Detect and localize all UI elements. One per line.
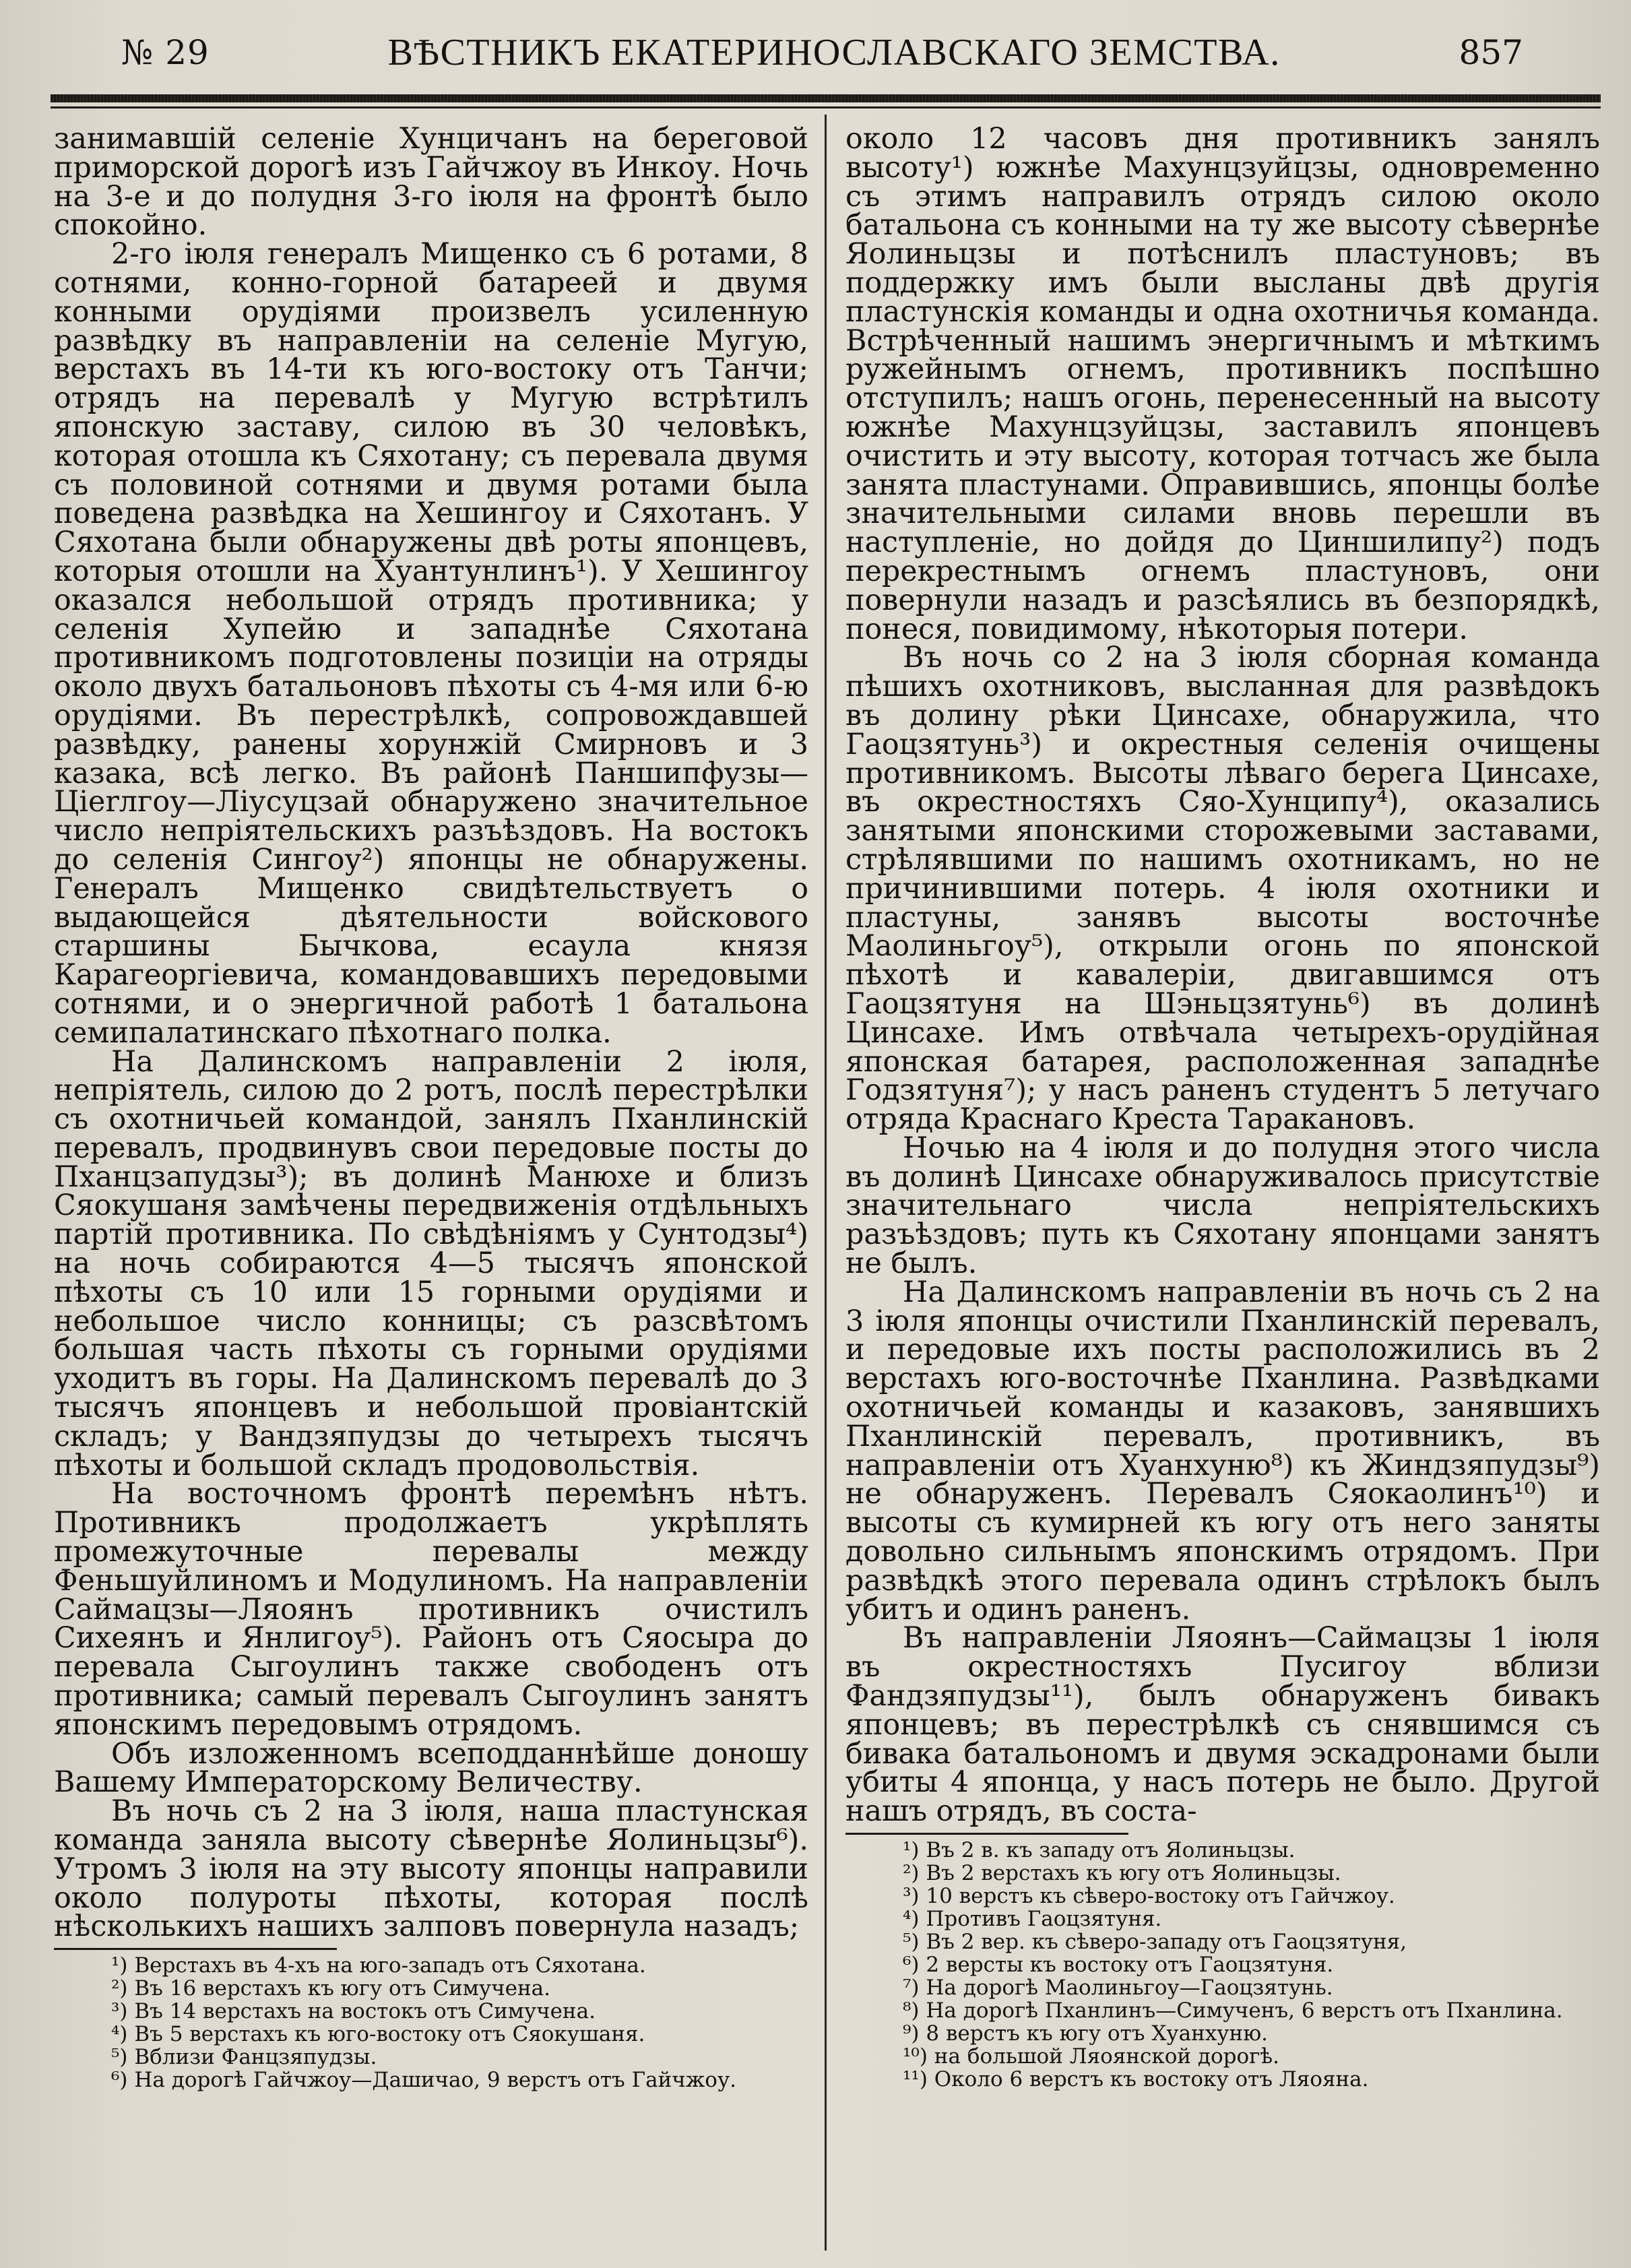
footnote: ¹) Верстахъ въ 4-хъ на юго-западъ отъ Сяхотана. <box>111 1953 646 1978</box>
header-rule-thin <box>51 106 1601 108</box>
footnote: ³) 10 верстъ къ сѣверо-востоку отъ Гайчжоу. <box>903 1884 1395 1909</box>
footnote-separator <box>845 1833 1128 1835</box>
footnote: ¹⁰) на большой Ляоянской дорогѣ. <box>903 2044 1279 2069</box>
paragraph: На Далинскомъ направленіи въ ночь съ 2 на 3 іюля японцы очистили Пханлинскій перевалъ, и передовые ихъ посты расположились въ 2 верстахъ юго-восточнѣе Пханлина. Развѣдками охотничьей команды и казаковъ, занявшихъ Пханлинскій перевалъ, противникъ, въ направленіи отъ Хуанхуню⁸) къ Жиндзяпудзы⁹) не обнаруженъ. Перевалъ Сяокаолинъ¹⁰) и высоты съ кумирней къ югу отъ него заняты довольно сильнымъ японскимъ отрядомъ. При развѣдкѣ этого перевала одинъ стрѣлокъ былъ убитъ и одинъ раненъ. <box>845 1275 1600 1627</box>
paragraph: около 12 часовъ дня противникъ занялъ высоту¹) южнѣе Махунцзуйцзы, одновременно съ этимъ направилъ отрядъ силою около батальона съ конными на ту же высоту сѣвернѣе Яолиньцзы и потѣснилъ пластуновъ; въ поддержку имъ были высланы двѣ другія пластунскія команды и одна охотничья команда. Встрѣченный нашимъ энергичнымъ и мѣткимъ ружейнымъ огнемъ, противникъ поспѣшно отступилъ; нашъ огонь, перенесенный на высоту южнѣе Махунцзуйцзы, заставилъ японцевъ очистить и эту высоту, которая тотчасъ же была занята пластунами. Оправившись, японцы болѣе значительными силами вновь перешли въ наступленіе, но дойдя до Циншилипу²) подъ перекрестнымъ огнемъ пластуновъ, они повернули назадъ и разсѣялись въ безпорядкѣ, понеся, повидимому, нѣкоторыя потери. <box>845 122 1600 646</box>
footnotes <box>54 1954 808 2091</box>
footnote: ⁴) Въ 5 верстахъ къ юго-востоку отъ Сяокушаня. <box>111 2022 645 2047</box>
footnote: ⁶) На дорогѣ Гайчжоу—Дашичао, 9 верстъ отъ Гайчжоу. <box>111 2068 737 2093</box>
footnotes <box>845 1839 1600 2091</box>
publication-title: ВѢСТНИКЪ ЕКАТЕРИНОСЛАВСКАГО ЗЕМСТВА. <box>387 32 1281 73</box>
footnote: ⁹) 8 верстъ къ югу отъ Хуанхуню. <box>903 2021 1269 2046</box>
footnote: ²) Въ 2 верстахъ къ югу отъ Яолиньцзы. <box>903 1861 1341 1886</box>
footnote: ⁶) 2 версты къ востоку отъ Гаоцзятуня. <box>903 1953 1334 1978</box>
issue-number: № 29 <box>121 33 210 72</box>
paragraph: 2-го іюля генералъ Мищенко съ 6 ротами, 8 сотнями, конно-горной батареей и двумя конными орудіями произвелъ усиленную развѣдку въ направленіи на селеніе Мугую, верстахъ въ 14-ти къ юго-востоку отъ Танчи; отрядъ на перевалѣ у Мугую встрѣтилъ японскую заставу, силою въ 30 человѣкъ, которая отошла къ Сяхотану; съ перевала двумя съ половиной сотнями и двумя ротами была поведена развѣдка на Хешингоу и Сяхотанъ. У Сяхотана были обнаружены двѣ роты японцевъ, которыя отошли на Хуантунлинъ¹). У Хешингоу оказался небольшой отрядъ противника; у селенія Хупейю и западнѣе Сяхотана противникомъ подготовлены позиціи на отряды около двухъ батальоновъ пѣхоты съ 4-мя или 6-ю орудіями. Въ перестрѣлкѣ, сопровождавшей развѣдку, ранены хорунжій Смирновъ и 3 казака, всѣ легко. Въ районѣ Паншипфузы—Цierлгоу—Ліусуцзай обнаружено значительное число непріятельскихъ разъѣздовъ. На востокъ до селенія Сингоу²) японцы не обнаружены. Генералъ Мищенко свидѣтельствуетъ о выдающейся дѣятельности войскового старшины Бычкова, есаула князя Карагеоргіевича, командовавшихъ передовыми сотнями, и о энергичной работѣ 1 батальона семипалатинскаго пѣхотнаго полка. <box>54 237 808 1050</box>
footnote: ³) Въ 14 верстахъ на востокъ отъ Симучена. <box>111 1999 596 2024</box>
paragraph: Въ направленіи Ляоянъ—Саймацзы 1 іюля въ окрестностяхъ Пусигоу вблизи Фандзяпудзы¹¹), былъ обнаруженъ бивакъ японцевъ; въ перестрѣлкѣ съ снявшимся съ бивака батальономъ и двумя эскадронами были убиты 4 японца, у насъ потерь не было. Другой нашъ отрядъ, въ соста- <box>845 1621 1600 1829</box>
footnote-separator <box>54 1948 337 1950</box>
footnote: ⁵) Въ 2 вер. къ сѣверо-западу отъ Гаоцзятуня, <box>903 1930 1407 1955</box>
footnote: ⁴) Противъ Гаоцзятуня. <box>903 1907 1162 1932</box>
footnote: ¹¹) Около 6 верстъ къ востоку отъ Ляояна. <box>903 2067 1369 2092</box>
paragraph: На Далинскомъ направленіи 2 іюля, непріятель, силою до 2 ротъ, послѣ перестрѣлки съ охотничьей командой, занялъ Пханлинскій перевалъ, продвинувъ свои передовые посты до Пханцзапудзы³); въ долинѣ Манюхе и близъ Сяокушаня замѣчены передвиженія отдѣльныхъ партій противника. По свѣдѣніямъ у Сунтодзы⁴) на ночь собираются 4—5 тысячъ японской пѣхоты съ 10 или 15 горными орудіями и небольшое число конницы; съ разсвѣтомъ большая часть пѣхоты съ горными орудіями уходитъ въ горы. На Далинскомъ перевалѣ до 3 тысячъ японцевъ и небольшой провіантскій складъ; у Вандзяпудзы до четырехъ тысячъ пѣхоты и большой складъ продовольствія. <box>54 1044 808 1482</box>
paragraph: Въ ночь съ 2 на 3 іюля, наша пластунская команда заняла высоту сѣвернѣе Яолиньцзы⁶). Утромъ 3 іюля на эту высоту японцы направили около полуроты пѣхоты, которая послѣ нѣсколькихъ нашихъ залповъ повернула назадъ; <box>54 1794 808 1944</box>
footnote: ⁵) Вблизи Фанцзяпудзы. <box>111 2045 377 2070</box>
paragraph: Объ изложенномъ всеподданнѣйше доношу Вашему Императорскому Величеству. <box>54 1736 808 1800</box>
paragraph: Ночью на 4 іюля и до полудня этого числа въ долинѣ Цинсахе обнаруживалось присутствіе значительнаго числа непріятельскихъ разъѣздовъ; путь къ Сяхотану японцами занятъ не былъ. <box>845 1131 1600 1281</box>
header-rule <box>51 94 1601 102</box>
paragraph: На восточномъ фронтѣ перемѣнъ нѣтъ. Противникъ продолжаетъ укрѣплять промежуточные перевалы между Феньшуйлиномъ и Модулиномъ. На направленіи Саймацзы—Ляоянъ противникъ очистилъ Сихеянъ и Янлигоу⁵). Районъ отъ Сяосыра до перевала Сыгоулинъ также свободенъ отъ противника; самый перевалъ Сыгоулинъ занятъ японскимъ передовымъ отрядомъ. <box>54 1477 808 1742</box>
page-number: 857 <box>1459 33 1523 72</box>
paragraph: занимавшій селеніе Хунцичанъ на береговой приморской дорогѣ изъ Гайчжоу въ Инкоу. Ночь на 3-е и до полудня 3-го іюля на фронтѣ было спокойно. <box>54 122 808 243</box>
footnote: ²) Въ 16 верстахъ къ югу отъ Симучена. <box>111 1976 550 2001</box>
paragraph: Въ ночь со 2 на 3 іюля сборная команда пѣшихъ охотниковъ, высланная для развѣдокъ въ долину рѣки Цинсахе, обнаружила, что Гаоцзятунь³) и окрестныя селенія очищены противникомъ. Высоты лѣваго берега Цинсахе, въ окрестностяхъ Сяо-Хунципу⁴), оказались занятыми японскими сторожевыми заставами, стрѣлявшими по нашимъ охотникамъ, но не причинившими потерь. 4 іюля охотники и пластуны, занявъ высоты восточнѣе Маолиньгоу⁵), открыли огонь по японской пѣхотѣ и кавалеріи, двигавшимся отъ Гаоцзятуня на Шэньцзятунь⁶) въ долинѣ Цинсахе. Имъ отвѣчала четырехъ-орудійная японская батарея, расположенная западнѣе Годзятуня⁷); у насъ раненъ студентъ 5 летучаго отряда Краснаго Креста Таракановъ. <box>845 641 1600 1137</box>
page-header <box>121 26 1523 80</box>
footnote: ⁸) На дорогѣ Пханлинъ—Симученъ, 6 верстъ отъ Пханлина. <box>903 1998 1563 2023</box>
right-column <box>845 122 1600 2092</box>
footnote: ⁷) На дорогѣ Маолиньгоу—Гаоцзятунь. <box>903 1976 1333 2001</box>
column-separator <box>825 115 827 2250</box>
footnote: ¹) Въ 2 в. къ западу отъ Яолиньцзы. <box>903 1838 1296 1863</box>
left-column <box>54 122 808 2093</box>
